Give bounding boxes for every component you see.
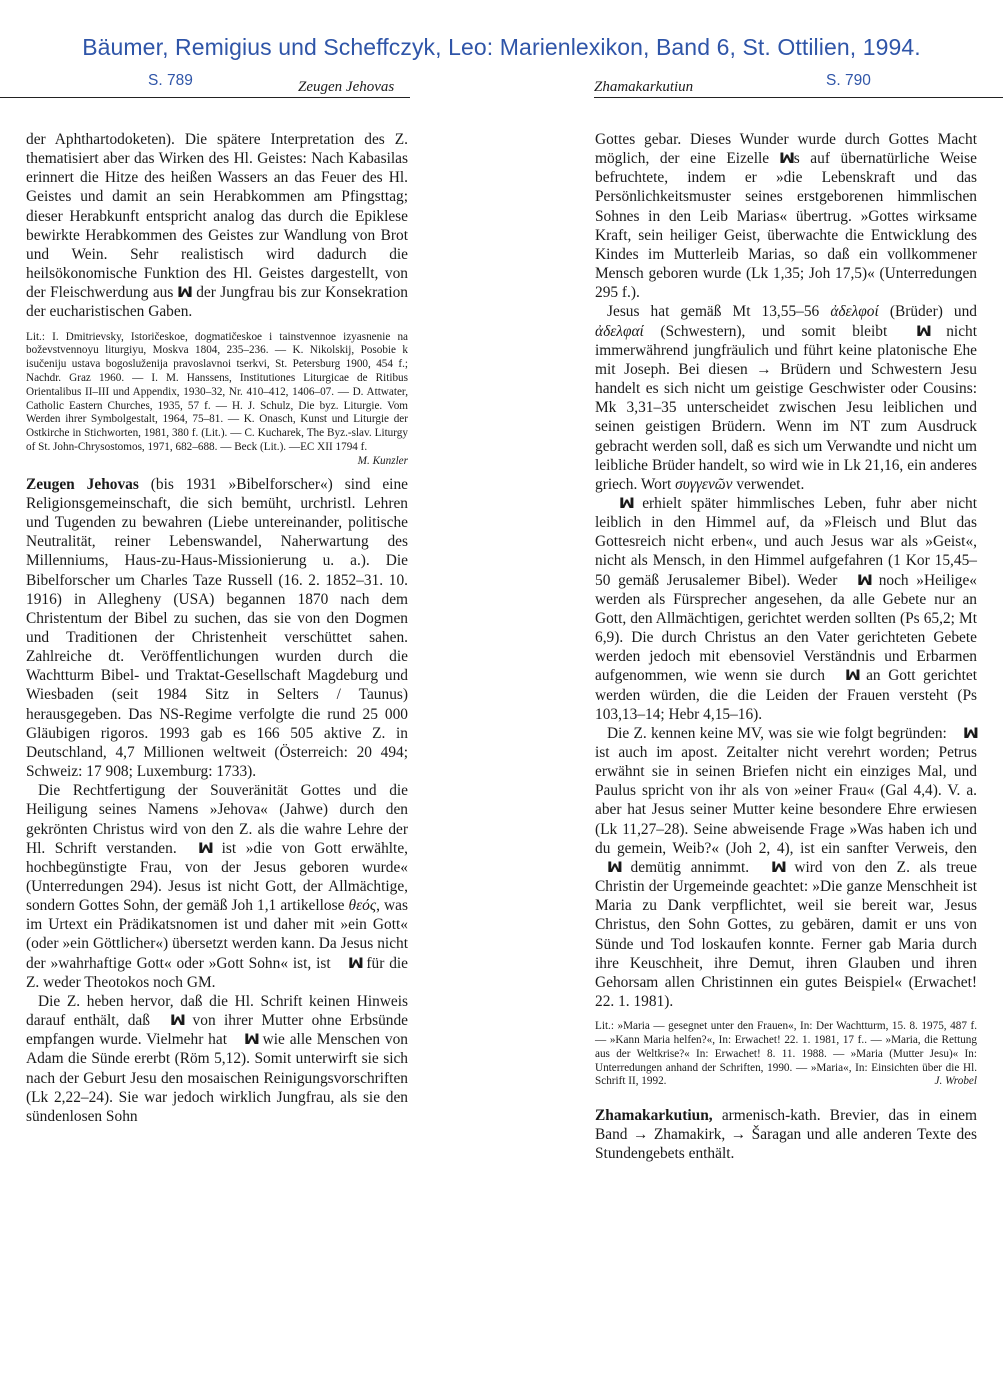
marian-monogram-icon: ꟽ: [770, 859, 787, 876]
marian-monogram-icon: ꟽ: [170, 1013, 187, 1030]
text-run: wird von den Z. als treue Christin der Urgemeinde geachtet: »Die ganze Menschheit ist Maria zu Dank verpflichtet, weil sie bereit war, Jesus Christus, den Sohn Gottes, zu gebären, damit er uns von Sünde und Tod loskaufen konnte. Ferner gab Maria durch ihre Keuschheit, ihre Demut, ihren Glauben und ihren Gehorsam allen Christinnen ein gutes Beispiel« (Erwachet! 22. 1. 1981).: [595, 858, 977, 1011]
text-run: , was im Urtext ein Prädikatsnomen ist und daher mit »ein Gott« (oder »ein Göttlicher«) übersetzt werden kann. Da Jesus nicht der »wahrhaftige Gott« oder »Gott Sohn« ist, ist: [26, 897, 408, 972]
text-run: armenisch-kath. Brevier, das in einem Band → Zhamakirk, → Šaragan und alle anderen Texte des Stundengebets enthält.: [595, 1107, 977, 1163]
author-signature: M. Kunzler: [357, 454, 408, 467]
marian-monogram-icon: ꟽ: [915, 323, 932, 340]
entry-paragraph: [26, 475, 408, 782]
entry-lemma: Zhamakarkutiun,: [595, 1107, 713, 1125]
marian-monogram-icon: ꟽ: [606, 859, 623, 876]
greek-word: ἀδελφοί: [830, 303, 879, 321]
marian-monogram-icon: ꟽ: [243, 1032, 260, 1049]
greek-word: ἀδελφαί: [595, 322, 644, 340]
text-run: erhielt später himmlisches Leben, fuhr aber nicht leiblich in den Himmel auf, da »Fleisch und Blut das Gottesreich nicht erben«, und auch Jesus war als »Geist«, nicht als Mensch, in den Himmel aufgefahren (1 Kor 15,45–50 gemäß Jerusalemer Bibel). Weder: [595, 494, 977, 589]
entry-paragraph: [595, 1106, 977, 1163]
text-run: Die Z. heben hervor, daß die Hl. Schrift keinen Hinweis darauf enthält, daß: [26, 992, 408, 1030]
spacer: [595, 1089, 977, 1106]
literature-text: Lit.: I. Dmitrievsky, Istoričeskoe, dogmatičeskoe i tainstvennoe izyasnenie na boževstvennoyu liturgiyu, Moskva 1804, 235–236. — K. Nikolskij, Posobie k isučeniju ustava bogosluženija pravoslavnoi tserkvi, St. Petersburg 1900, 454 f.; Nachdr. Graz 1960. — I. M. Hanssens, Institutiones Liturgicae de Ritibus Orientalibus II–III und Appendix, 1930–32, Nr. 410–412, 1406–07. — D. Attwater, Catholic Eastern Churches, 1935, 57 f. — H. J. Schulz, Die byz. Liturgie. Vom Werden ihrer Symbolgestalt, 1964, 75–81. — K. Onasch, Kunst und Liturgie der Ostkirche in Stichworten, 1981, 380 f. (Lit.). — C. Kucharek, The Byz.-slav. Liturgy of St. John-Chrysostomos, 1971, 682–688. — Beck (Lit.). —EC XII 1794 f.: [26, 330, 408, 453]
header-rule-right: [594, 97, 1003, 98]
header-rule-left: [0, 97, 410, 98]
paragraph: [595, 724, 977, 1011]
text-run: von ihrer Mutter ohne Erbsünde empfangen wurde. Vielmehr hat: [26, 1012, 409, 1049]
marian-monogram-icon: ꟽ: [778, 151, 795, 168]
text-run: (Schwestern), und somit bleibt: [643, 322, 904, 340]
right-column: [595, 130, 977, 1164]
paragraph: [595, 130, 977, 302]
text-run: ist »die von Gott erwählte, hochbegünstigte Frau, von der Jesus geboren wurde« (Unterredungen 294). Jesus ist nicht Gott, der Allmächtige, sondern Gottes Sohn, der gemäß Joh 1,1 artikellose: [26, 839, 408, 915]
text-run: der Jungfrau bis zur Konsekration der eucharistischen Gaben.: [26, 284, 408, 321]
text-run: ist auch im apost. Zeitalter nicht verehrt worden; Petrus erwähnt sie in seinen Briefen nicht ein einziges Mal, und Paulus spricht von ihr als von »einer Frau« (Gal 4,4). V. a. aber hat Jesus seiner Mutter keine besondere Ehre erwiesen (Lk 11,27–28). Seine abweisende Frage »Was haben ich und du gemein, Weib?« (Joh 2, 4), ist ein sanfter Verweis, den: [595, 744, 977, 857]
text-run: (Brüder) und: [878, 303, 977, 321]
marian-monogram-icon: ꟽ: [198, 840, 215, 857]
paragraph: [26, 992, 408, 1126]
greek-word: θεός: [348, 897, 377, 915]
running-head-left: Zeugen Jehovas: [298, 79, 395, 95]
text-run: Die Z. kennen keine MV, was sie wie folgt begründen:: [607, 724, 952, 742]
text-run: s: [793, 150, 800, 168]
paragraph: [26, 130, 408, 322]
literature-note: [595, 1020, 977, 1089]
text-run: Gottes gebar. Dieses Wunder wurde durch Gottes Macht möglich, der eine Eizelle: [595, 131, 977, 168]
marian-monogram-icon: ꟽ: [844, 668, 861, 685]
page-number-right: S. 790: [826, 72, 871, 89]
marian-monogram-icon: ꟽ: [176, 285, 193, 302]
text-run: wie alle Menschen von Adam die Sünde ererbt (Röm 5,12). Somit unterwirft sie sich nach der Geburt Jesu den mosaischen Reinigungsvorschriften (Lk 2,22–24). Sie war jedoch wirklich Jungfrau, als sie den sündenlosen Sohn: [26, 1031, 408, 1125]
text-run: demütig annimmt.: [620, 858, 759, 876]
text-run: für die Z. weder Theotokos noch GM.: [26, 954, 408, 991]
paragraph: [595, 302, 977, 494]
text-run: auf übernatürliche Weise befruchtete, indem er »die Lebenskraft und das Persönlichkeitsmuster seines erstgeborenen himmlischen Sohnes in den Leib Marias« übertrug. »Gottes wirksame Kraft, sein heiliger Geist, überwachte die Entwicklung des Kindes im Mutterleib Marias, so daß ein vollkommener Mensch geboren wurde (Lk 1,35; Joh 17,5)« (Unterredungen 295 f.).: [595, 150, 977, 302]
left-column: [26, 130, 408, 1126]
marian-monogram-icon: ꟽ: [347, 955, 364, 972]
text-run: noch »Heilige« werden als Fürsprecher angesehen, da alle Gebete nur an Gott, den Allmächtigen, gerichtet werden sollten (Ps 65,2; Mt 6,9). Die durch Christus an den Vater gerichteten Gebete werden jedoch mit ebensoviel Verständnis und Erbarmen aufgenommen, wie wenn sie durch: [595, 571, 977, 685]
literature-text: Lit.: »Maria — gesegnet unter den Frauen«, In: Der Wachtturm, 15. 8. 1975, 487 f. — »Kann Maria helfen?«, In: Erwachet! 22. 1. 1981, 17 f.. — »Maria, die Rettung aus der Weltkrise?« In: Erwachet! 8. 11. 1988. — »Maria (Mutter Jesu)« In: Unterredungen anhand der Schriften, 1990. — »Maria«, In: Einsichten über die Hl. Schrift II, 1992.: [595, 1020, 977, 1088]
paragraph: [595, 494, 977, 724]
text-run: nicht immerwährend jungfräulich und führt keine platonische Ehe mit Joseph. Bei diesen → Brüdern und Schwestern Jesu handelt es sich nicht um geistige Geschwister oder Cousins: Mk 3,31–35 unterscheidet zwischen Jesu leiblichen und seinen geistigen Brüdern. Wenn im NT zum Ausdruck gebracht werden soll, daß es sich um Verwandte und nicht um leibliche Brüder handelt, so wird wie in Lk 21,16, ein anderes griech. Wort: [595, 322, 977, 493]
spacer: [26, 455, 408, 475]
text-run: (bis 1931 »Bibelforscher«) sind eine Religionsgemeinschaft, die sich bemüht, urchristl. Lehren und Tugenden zu bewahren (Liebe untereinander, politische Neutralität, reiner Lebenswandel, Naherwartung des Millenniums, Haus-zu-Haus-Missionierung u. a.). Die Bibelforscher um Charles Taze Russell (16. 2. 1852–31. 10. 1916) in Allegheny (USA) begannen 1870 nach dem Christentum der Bibel zu suchen, das sie von den Dogmen und Traditionen der Christenheit verschüttet sahen. Zahlreiche dt. Veröffentlichungen wurden durch die Wachtturm Bibel- und Traktat-Gesellschaft Magdeburg und Wiesbaden (seit 1984 Sitz in Selters / Taunus) herausgegeben. Das NS-Regime verfolgte die rund 25 000 Gläubigen rigoros. 1993 gab es 166 505 aktive Z. in Deutschland, 4,7 Millionen weltweit (Österreich: 20 494; Schweiz: 17 908; Luxemburg: 1733).: [26, 475, 408, 781]
marian-monogram-icon: ꟽ: [962, 725, 979, 742]
literature-note: [26, 330, 408, 467]
running-head-right: Zhamakarkutiun: [594, 79, 694, 95]
marian-monogram-icon: ꟽ: [856, 572, 873, 589]
text-run: an Gott gerichtet werden würden, die die Leiden der Frauen versteht (Ps 103,13–14; Hebr 4,15–16).: [595, 667, 977, 723]
page-number-left: S. 789: [148, 72, 193, 89]
greek-word: συγγενῶν: [675, 475, 733, 493]
text-run: Die Rechtfertigung der Souveränität Gottes und die Heiligung seines Namens »Jehova« (Jahwe) durch den gekrönten Christus wird von den Z. als die wahre Lehre der Hl. Schrift verstanden.: [26, 782, 408, 857]
source-title: Bäumer, Remigius und Scheffczyk, Leo: Marienlexikon, Band 6, St. Ottilien, 1994.: [82, 34, 921, 60]
text-run: verwendet.: [732, 475, 805, 493]
marian-monogram-icon: ꟽ: [618, 495, 635, 512]
text-run: Jesus hat gemäß Mt 13,55–56: [607, 303, 831, 321]
author-signature: J. Wrobel: [934, 1075, 977, 1088]
paragraph: [26, 781, 408, 992]
entry-lemma: Zeugen Jehovas: [26, 475, 139, 493]
text-run: der Aphthartodoketen). Die spätere Interpretation des Z. thematisiert aber das Wirken des Hl. Geistes: Nach Kabasilas erinnert die Hitze des heißen Wassers an das Feuer des Hl. Geistes und damit an sein Herabkommen am Pfingsttag; dieser Herabkunft entspricht analog das durch die Epiklese bewirkte Herabkommen des Geistes zur Wandlung von Brot und Wein. Sehr realistisch wird dadurch die heilsökonomische Funktion des Hl. Geistes dargestellt, von der Fleischwerdung aus: [26, 131, 408, 302]
